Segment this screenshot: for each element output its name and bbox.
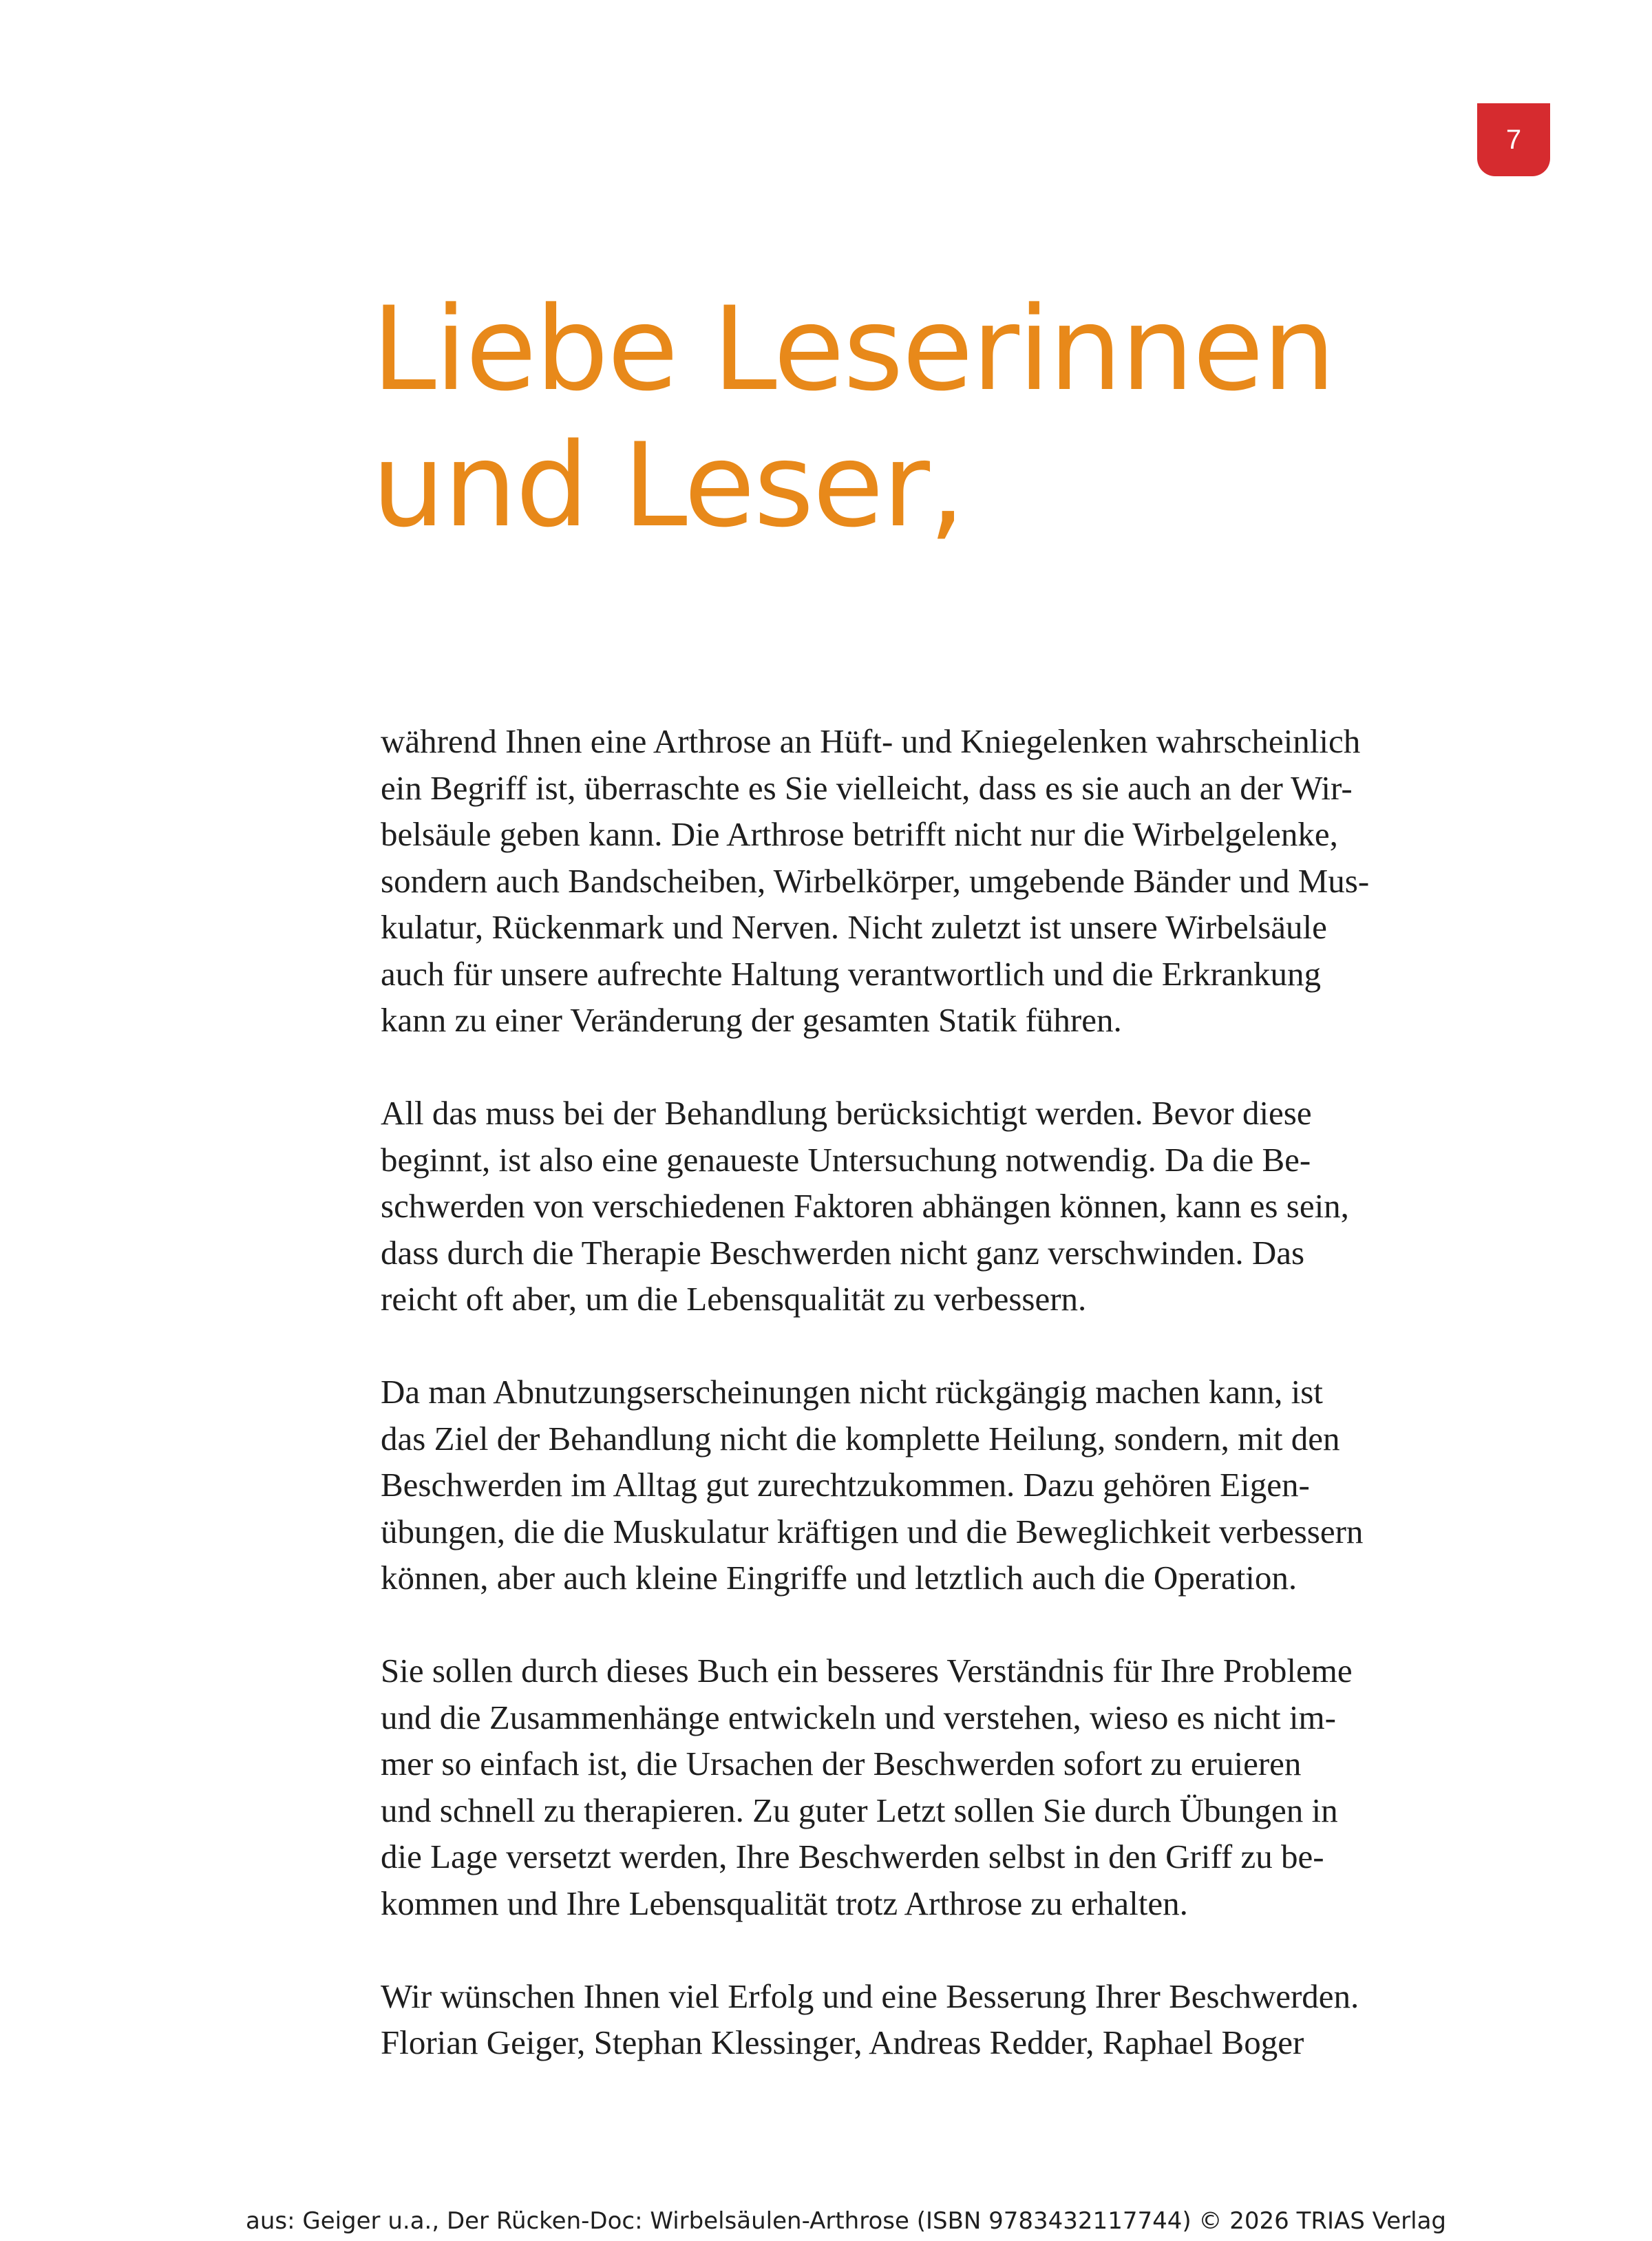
text-line: kulatur, Rückenmark und Nerven. Nicht zuletzt ist unsere Wirbelsäule <box>381 908 1327 946</box>
text-line: reicht oft aber, um die Lebensqualität zu verbessern. <box>381 1280 1087 1318</box>
text-line: Beschwerden im Alltag gut zurechtzukommen. Dazu gehören Eigen- <box>381 1466 1310 1504</box>
text-line: können, aber auch kleine Eingriffe und letztlich auch die Operation. <box>381 1559 1298 1597</box>
text-line: mer so einfach ist, die Ursachen der Beschwerden sofort zu eruieren <box>381 1745 1302 1782</box>
text-line: die Lage versetzt werden, Ihre Beschwerden selbst in den Griff zu be- <box>381 1838 1324 1875</box>
page-title-line-1: Liebe Leserinnen <box>372 282 1335 417</box>
text-line: Sie sollen durch dieses Buch ein besseres Verständnis für Ihre Probleme <box>381 1652 1353 1690</box>
text-line: sondern auch Bandscheiben, Wirbelkörper, umgebende Bänder und Mus- <box>381 861 1370 900</box>
text-line: übungen, die die Muskulatur kräftigen und die Beweglichkeit verbessern <box>381 1512 1364 1550</box>
closing-paragraph <box>381 1973 1454 2066</box>
text-line: dass durch die Therapie Beschwerden nicht ganz verschwinden. Das <box>381 1233 1305 1272</box>
text-line: Da man Abnutzungserscheinungen nicht rückgängig machen kann, ist <box>381 1373 1323 1411</box>
text-line: kann zu einer Veränderung der gesamten Statik führen. <box>381 1001 1122 1039</box>
page-number: 7 <box>1505 124 1522 155</box>
paragraph-2 <box>381 1090 1454 1323</box>
text-line: All das muss bei der Behandlung berücksichtigt werden. Bevor diese <box>381 1094 1312 1132</box>
paragraph-3 <box>381 1369 1454 1601</box>
body-text <box>381 718 1454 2066</box>
source-footer: aus: Geiger u.a., Der Rücken-Doc: Wirbelsäulen-Arthrose (ISBN 9783432117744) © 2026 TRIAS Verlag <box>245 2207 1447 2235</box>
text-line: und schnell zu therapieren. Zu guter Letzt sollen Sie durch Übungen in <box>381 1791 1338 1829</box>
paragraph-4 <box>381 1648 1454 1926</box>
text-line: beginnt, ist also eine genaueste Untersuchung notwendig. Da die Be- <box>381 1140 1311 1179</box>
text-line: schwerden von verschiedenen Faktoren abhängen können, kann es sein, <box>381 1187 1349 1225</box>
closing-greeting: Wir wünschen Ihnen viel Erfolg und eine Besserung Ihrer Beschwerden. <box>381 1977 1359 2015</box>
text-line: auch für unsere aufrechte Haltung verantwortlich und die Erkrankung <box>381 954 1322 993</box>
page-title <box>372 281 1542 554</box>
text-line: ein Begriff ist, überraschte es Sie vielleicht, dass es sie auch an der Wir- <box>381 768 1353 807</box>
text-line: kommen und Ihre Lebensqualität trotz Arthrose zu erhalten. <box>381 1884 1188 1922</box>
paragraph-1 <box>381 718 1454 1044</box>
text-line: und die Zusammenhänge entwickeln und verstehen, wieso es nicht im- <box>381 1698 1336 1736</box>
author-signature: Florian Geiger, Stephan Klessinger, Andreas Redder, Raphael Boger <box>381 2023 1304 2061</box>
page-number-badge <box>1477 103 1550 176</box>
text-line: belsäule geben kann. Die Arthrose betrifft nicht nur die Wirbelgelenke, <box>381 815 1338 853</box>
text-line: das Ziel der Behandlung nicht die komplette Heilung, sondern, mit den <box>381 1419 1340 1458</box>
text-line: während Ihnen eine Arthrose an Hüft- und Kniegelenken wahrscheinlich <box>381 722 1361 760</box>
page-title-line-2: und Leser, <box>372 418 964 553</box>
